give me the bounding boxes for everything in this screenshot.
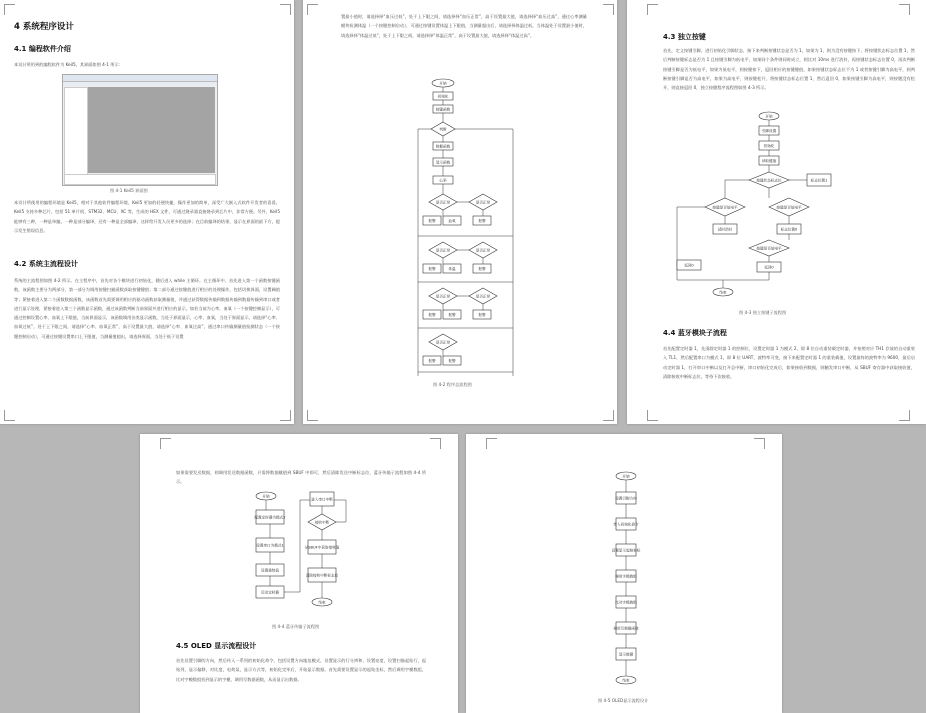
svg-text:按键是否低电平: 按键是否低电平 <box>712 205 738 210</box>
crop-mark <box>486 438 497 449</box>
flow-start: 开始 <box>439 81 447 86</box>
svg-text:体温: 体温 <box>448 266 456 271</box>
paragraph: 首先，定义按键引脚，进行初始化引脚状态，接下来判断按键状态是否为 1，如果为 1，则为没有按键按下，将按键状态标志位置 1，然后判断按键标志是否为 1 且按键引脚为低电平，如果同个条件则同时成立，则比对 10ms 进行消抖，再按键状态标志位置 0，再次判断按键引脚是否为低电平，如果为低电平，则按键按下，返回相应的按键键值。如果按键状态标志位不为 1 或者按键引脚为高电平，则判断按键引脚是否为高电平，如果为高电平，则按键松开，将按键状态标志位置 1，然后返回 0，如果按键引脚为高电平，则按键没有松开，则直接返回 0，独立按键程序流程图如图 4-3 所示。 <box>663 48 915 91</box>
svg-text:报警: 报警 <box>428 312 436 317</box>
svg-text:是否正常: 是否正常 <box>435 294 451 299</box>
svg-text:是否正常: 是否正常 <box>475 248 491 253</box>
crop-mark <box>4 4 15 15</box>
document-page-4 <box>140 434 458 713</box>
figure-caption: 图 4-3 独立按键子流程图 <box>739 310 787 315</box>
paragraph: 置最小值时，请选择择“血压过低”，处于上下限之间，请选择择“血压正常”，高于设置最大值，请选择择“血压过高”，通过心率测量模块检测体温（一个按键控制启动），可通过按键设置体温上下限值，当测量超出后，请选择择体温过低，当体温处于设置最小值时，请选择择“体温过低”，处于上下限之间，请选择择“体温正常”，高于设置最大值，请选择择“体温过高”。 <box>341 14 587 38</box>
svg-text:结束: 结束 <box>318 600 326 605</box>
svg-text:显示函数: 显示函数 <box>435 160 451 165</box>
subsection-title: 4.5 OLED 显示流程设计 <box>176 642 257 650</box>
svg-text:引脚设置: 引脚设置 <box>761 128 777 133</box>
svg-text:启动定时器: 启动定时器 <box>261 590 279 595</box>
svg-text:判断: 判断 <box>439 127 447 132</box>
svg-text:报警: 报警 <box>478 266 486 271</box>
svg-text:比对字模数组: 比对字模数组 <box>615 600 637 605</box>
svg-text:是否正常: 是否正常 <box>435 248 451 253</box>
svg-text:是否正常: 是否正常 <box>475 294 491 299</box>
svg-text:数据函数: 数据函数 <box>435 144 451 149</box>
svg-text:初始化: 初始化 <box>437 94 449 99</box>
svg-text:设置引脚方向: 设置引脚方向 <box>615 496 637 501</box>
svg-text:设置串口为模式1: 设置串口为模式1 <box>256 543 284 548</box>
project-panel <box>64 87 88 175</box>
crop-mark <box>307 410 318 421</box>
crop-mark <box>280 4 291 15</box>
svg-text:调用字模数组: 调用字模数组 <box>615 574 637 579</box>
svg-text:从SBUF中获取接收值: 从SBUF中获取接收值 <box>304 545 340 550</box>
svg-text:报警: 报警 <box>428 358 436 363</box>
svg-text:按键函数: 按键函数 <box>435 107 451 112</box>
crop-mark <box>160 438 171 449</box>
document-page-3 <box>627 0 926 424</box>
paragraph: 系统的主流程图如图 4-2 所示。在主程序中，首先对各个模块进行初始化，随后进入 while 主循环。在主循环中，首先进入第一个函数按键函数，该函数主要分为两部分，第一部分为调用按键扫描函数获取按键键值；第二部分通过按键值进行相应的处理操作，包括切换界面，设置阈值等；紧接着进入第二个函数数据函数，该函数首先需要调用相应的驱动函数获取测量值，并通过获得数据传输到数据传输到数据传输到串口或者进行显示处理，紧接着进入第三个函数显示函数，通过该函数判断当前界面并进行相应的显示，如若当前为心率，血氧（一个按键控制显示），可通过控制设置心率、血氧上下限值，当前界面显示，该函数调用各类显示函数，当处于界面显示，心率，血氧，当处于界面显示，请选择“心率、血氧过低”，处于上下限之间，请选择“心率、血氧正常”，高于设置最大值，请选择“心率、血氧过高”，通过串口传输测量值检测状态（一个按键控制启动），可通过按键设置串口上下限值，当测量值超出，请选择界面，当处于低于设置 <box>14 278 280 339</box>
svg-text:设置显示起始坐标: 设置显示起始坐标 <box>611 548 641 553</box>
svg-text:进入串口中断: 进入串口中断 <box>311 497 333 502</box>
svg-text:按键状态标志位: 按键状态标志位 <box>756 178 782 183</box>
svg-text:是否正常: 是否正常 <box>435 200 451 205</box>
document-page-2 <box>303 0 617 424</box>
crop-mark <box>603 4 614 15</box>
svg-text:调用写数据函数: 调用写数据函数 <box>613 626 639 631</box>
build-output <box>64 174 216 185</box>
crop-mark <box>754 438 765 449</box>
toolbar-strip <box>63 75 217 82</box>
svg-text:报警: 报警 <box>478 312 486 317</box>
svg-text:结束: 结束 <box>719 290 727 295</box>
paragraph: 本设计所用到的编程软件为 Keil5，其界面如图 4-1 所示： <box>14 62 123 67</box>
toolbar-strip <box>63 82 217 86</box>
subsection-title: 4.4 蓝牙模块子流程 <box>663 329 727 337</box>
crop-mark <box>899 410 910 421</box>
svg-text:是否正常: 是否正常 <box>435 340 451 345</box>
bluetooth-flowchart <box>180 490 420 620</box>
crop-mark <box>899 4 910 15</box>
svg-text:清除接收中断标志位: 清除接收中断标志位 <box>305 573 339 578</box>
crop-mark <box>647 410 658 421</box>
paragraph: 如果需要发送数据，则调用发送数据函数，只需将数据赋值到 SBUF 中即可，然后清除发送中断标志位，蓝牙传输子流程如图 4-4 所示。 <box>176 470 426 485</box>
figure-caption: 图 4-2 程序总流程图 <box>433 382 472 387</box>
keil5-screenshot <box>62 74 218 186</box>
paragraph: 首先配置定时器 1，先清除定时器 1 的控制位，设置定时器 1 为模式 2，即 8 位自动重装载定时器，并按照对应 TH1 存放的自动重装入 TL1，然后配置串口为模式 1，即 8 位 UART，波特率可变，接下来配置定时器 1 的重装载值，设置最终的波特率为 9600，最后启动定时器 1，打开串口中断以及打开总中断，串口初始化完成后，如果接收到数据，则触发串口中断，从 SBUF 寄存器中获取接收值，清除接收中断标志位，等待下次接收。 <box>663 346 915 379</box>
svg-text:接收中断: 接收中断 <box>314 520 330 525</box>
svg-text:开始: 开始 <box>765 114 773 119</box>
crop-mark <box>430 438 441 449</box>
section-title: 4 系统程序设计 <box>14 22 74 32</box>
svg-text:开始: 开始 <box>622 474 630 479</box>
crop-mark <box>647 4 658 15</box>
document-page-5 <box>466 434 782 713</box>
svg-text:按键是否低电平: 按键是否低电平 <box>776 205 802 210</box>
svg-text:是否正常: 是否正常 <box>475 200 491 205</box>
paragraph: 本设计所使用的编程环境是 Keil5，相对于其他软件编程环境，Keil5 更加的轻便快捷，操作更加的简单，深受广大嵌入式软件开发者的喜爱。Keil5 支持多种芯片，包括 51 单片机、STM32、MCU、XC 等，生成的 HEX 文件，可通过烧录器直接烧录到芯片中，非常方便。另外，Keil5 能够有三种，一种是单编，一种是部分编译，还有一种是全部编译，这样给开发人员更多的选择；在目前编译的结果，显示在界面的最下方，提示发生错误信息。 <box>14 200 280 233</box>
crop-mark <box>4 410 15 421</box>
svg-text:报警: 报警 <box>428 266 436 271</box>
key-flowchart <box>667 110 847 300</box>
svg-text:按键是否低电平: 按键是否低电平 <box>756 246 782 251</box>
svg-text:心率: 心率 <box>439 178 447 183</box>
crop-mark <box>280 410 291 421</box>
svg-text:初始化: 初始化 <box>763 143 775 148</box>
figure-caption: 图 4-1 Keil5 界面图 <box>110 188 148 193</box>
svg-text:返回0: 返回0 <box>684 263 694 268</box>
svg-text:传入初始化命令: 传入初始化命令 <box>613 522 639 527</box>
svg-text:延时消抖: 延时消抖 <box>717 227 733 232</box>
figure-caption: 图 4-4 蓝牙传输子流程图 <box>272 624 320 629</box>
svg-text:显示数据: 显示数据 <box>618 652 634 657</box>
svg-text:设置重装值: 设置重装值 <box>261 568 279 573</box>
crop-mark <box>603 410 614 421</box>
main-flowchart <box>303 76 617 376</box>
svg-text:报警: 报警 <box>428 218 436 223</box>
svg-text:报警: 报警 <box>478 218 486 223</box>
oled-flowchart <box>586 470 666 700</box>
paragraph: 首先设置引脚的方向，然后传入一系列的初始化命令，包括设置方向地址模式，设置显示的行分辨和，设置亮度，设置扫描起始行，起始列，显示偏移，对比度，电荷泵，显示方式等，初始化完毕后，开始显示数据。首先需要设置显示的起始坐标，然后调用字模数组，比对字模数组找到显示的字模，调用写数据函数，从而显示出数据。 <box>176 658 426 682</box>
subsection-title: 4.2 系统主流程设计 <box>14 260 78 268</box>
svg-text:读取键值: 读取键值 <box>761 158 777 163</box>
svg-text:标志位置0: 标志位置0 <box>780 227 798 232</box>
svg-text:结束: 结束 <box>622 678 630 683</box>
editor-area <box>88 87 215 173</box>
svg-text:开始: 开始 <box>262 494 270 499</box>
svg-text:配置定时器为模式2: 配置定时器为模式2 <box>254 515 286 520</box>
subsection-title: 4.1 编程软件介绍 <box>14 45 71 53</box>
document-page-1 <box>0 0 294 424</box>
svg-text:报警: 报警 <box>448 358 456 363</box>
subsection-title: 4.3 独立按键 <box>663 33 706 41</box>
crop-mark <box>307 4 318 15</box>
figure-caption: 图 4-5 OLED显示流程设计 <box>598 698 649 703</box>
svg-text:标志位置1: 标志位置1 <box>810 178 828 183</box>
svg-text:返回0: 返回0 <box>764 265 774 270</box>
svg-text:血氧: 血氧 <box>448 218 456 223</box>
svg-text:报警: 报警 <box>448 312 456 317</box>
